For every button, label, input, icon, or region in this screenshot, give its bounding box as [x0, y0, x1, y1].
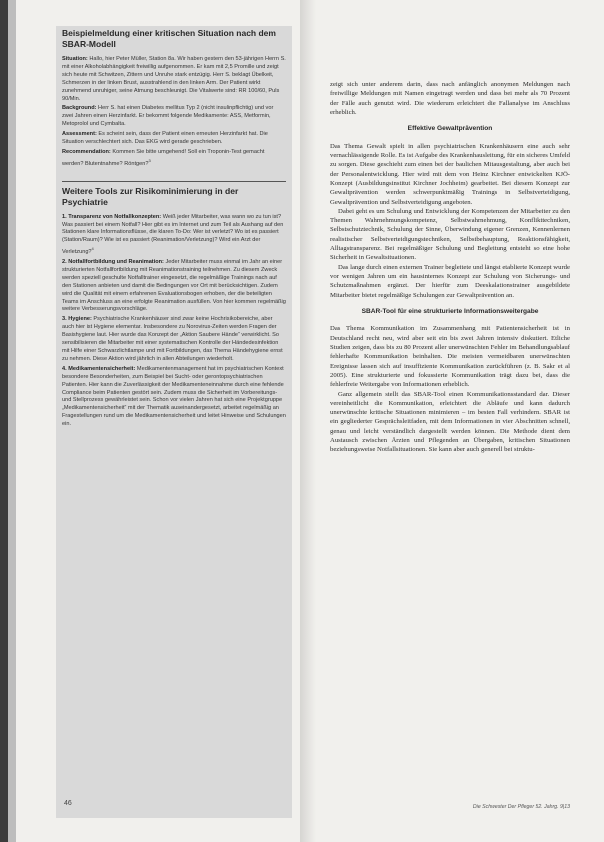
sbar-example-body — [62, 56, 286, 169]
paragraph-label: Situation: — [62, 56, 88, 62]
sidebar-paragraph — [62, 149, 286, 169]
paragraph-label: 1. Transparenz von Notfallkonzepten: — [62, 213, 162, 220]
section-heading-violence-prevention: Effektive Gewaltprävention — [407, 125, 493, 133]
page-number: 46 — [64, 800, 72, 807]
body-paragraph: Das Thema Kommunikation im Zusammenhang mit Patientensicherheit ist in Deutschland recht neu, wird aber seit ein bis zwei Jahren intensiv diskutiert. Etliche Studien zeigen, dass bis zu 80 Prozent aller unerwünschten Fehler im Behandlungsablauf fehlerhafte Kommunikation beinhalten. Die meisten vermeidbaren unerwünschten Ereignisse lassen sich auf insuffiziente Kommunikation zurückführen (z. B. Sakr et al 2005). Eine strukturierte und fokussierte Kommunikation trägt dazu bei, dass die fehlerfreie Weitergabe von Informationen erheblich. — [330, 325, 570, 389]
paragraph-label: Background: — [62, 105, 97, 112]
sbar-example-title: Beispielmeldung einer kritischen Situation nach dem SBAR-Modell — [62, 28, 276, 49]
footnote-ref: 4 — [91, 246, 94, 252]
paragraph-label: 2. Notfallfortbildung und Reanimation: — [62, 259, 164, 266]
paragraph-label: Recommendation: — [62, 148, 111, 155]
body-paragraph: zeigt sich unter anderem darin, dass nach anfänglich anonymen Meldungen nach freiwillige Meldungen mit Namen eingetragt werden und dass bei mehr als 70 Prozent der Fälle auch genutzt wird. Die wiederum erleichtert die Fallanalyse im Anschluss erheblich. — [330, 81, 570, 116]
paragraph-text: Herr S. hat einen Diabetes mellitus Typ 2 (nicht insulinpflichtig) und vor zwei Jahren einen Herzinfarkt. Er bekommt folgende Medikamente: ASS, Metformin, Metoprolol und Cymbalta. — [62, 105, 274, 128]
risk-tools-title: Weitere Tools zur Risikominimierung in der Psychiatrie — [62, 185, 239, 207]
paragraph-text: Psychiatrische Krankenhäuser sind zwar keine Hochrisikobereiche, aber auch hier ist Hygiene elementar. Insbesondere zu Norovirus-Zeiten werden Fragen der Basishygiene laut. Hier wurde das Konzept der „Aktion Saubere Hände“ verwirklicht. So sensibilisieren die Mitarbeiter mit einer systematischen Kontrolle der Händedesinfektion mit Hilfe einer Schwarzlichtlampe und mit Fortbildungen, das Thema Händehygiene ernst zu nehmen. Diese Aktion wird jährlich in allen Abteilungen wiederholt. — [62, 316, 283, 362]
paragraph-label: 3. Hygiene: — [62, 316, 92, 323]
body-paragraph: Dabei geht es um Schulung und Entwicklung der Kompetenzen der Mitarbeiter zu den Themen Wahrnehmungskompetenz, Selbstwahrnehmung, Konflikttechniken, Selbstschutztechnik, Schulung der Sinne, Überwindung eigener Grenzen, Kennenlernen realistischer Selbstverteidigungstechniken, Selbstbehauptung, Reaktionsfähigkeit, Alltagstransparenz. Bei regelmäßiger Schulung und Begleitung entsteht so eine hohe Sicherheit in Gewaltsituationen. — [330, 207, 570, 262]
sidebar-paragraph — [62, 316, 286, 363]
sidebar-paragraph — [62, 131, 286, 147]
paragraph-text: Hallo, hier Peter Müller, Station 8a. Wir haben gestern den 53-jährigen Herrn S. mit einer Alkoholabhängigkeit freiwillig aufgenommen. Er kam mit 2,5 Promille und zeigt sich heute mit Schwitzen, Zittern und Unruhe stark entzügig. Herr S. beklagt Übelkeit, Schmerzen in der linken Brust, ausstrahlend in den linken Arm. Der Patient wirkt zunehmend unruhiger, seine Atmung beschleunigt. Die Vitalwerte sind: RR 100/60, Puls 90/Min. — [62, 56, 286, 102]
sidebar-paragraph — [62, 56, 286, 103]
section-heading-sbar-tool: SBAR-Tool für eine strukturierte Informationsweitergabe — [361, 307, 539, 315]
sidebar-paragraph — [62, 366, 286, 429]
journal-footer: Die Schwester Der Pfleger 52. Jahrg. 9|13 — [472, 804, 570, 810]
page-spine-shadow — [0, 0, 8, 842]
paragraph-label: 4. Medikamentensicherheit: — [62, 365, 136, 372]
section-rule — [62, 181, 286, 182]
sidebar-paragraph — [62, 105, 286, 129]
paragraph-text: Weiß jeder Mitarbeiter, was wann wo zu tun ist? Was passiert bei einem Notfall? Hier gibt es im Internet und zum Teil als Aushang auf den Stationen klare Informationsflüsse, die klaren To-Do: Wer ist verletzt? Wo ist es passiert (Station/Raum)? Wie ist es passiert (Reanimation/Verletzung)? Wird ein Arzt der Verletzung? — [62, 213, 284, 256]
sidebar-content — [62, 28, 286, 818]
risk-tools-body — [62, 214, 286, 429]
page-spine-edge — [8, 0, 16, 842]
sidebar-paragraph — [62, 259, 286, 314]
main-column — [330, 80, 570, 820]
paragraph-text: Kommen Sie bitte umgehend! Soll ein Troponin-Test gemacht werden? Blutentnahme? Röntgen? — [62, 148, 265, 167]
paragraph-text: Es scheint sein, dass der Patient einen erneuten Herzinfarkt hat. Die Situation verschlechtert sich. Das EKG wird gerade geschrieben. — [62, 131, 268, 146]
body-paragraph: Das Thema Gewalt spielt in allen psychiatrischen Krankenhäusern eine auch sehr vernachlässigende Rolle. Es ist Aufgabe des Krankenhausleitung, für ein sicheres Umfeld zu sorgen. Diese geschieht zum einen bei der baulichen Mitausgestaltung, aber auch bei der Personalentwicklung. Hier wird mit dem von Heinz Kirchner entwickelten KJÖ-Konzept (Ausbildungsinstitut Kirchner Jochheim) gearbeitet. Bei diesem Konzept zur Gewaltprävention werden schwerpunktmäßig Trainings in Selbstverteidigung, Gewaltprävention und Selbstverteidigung angeboten. — [330, 142, 570, 206]
paragraph-text: Jeder Mitarbeiter muss einmal im Jahr an einer strukturierten Notfallfortbildung mit Reanimationstraining teilnehmen. Zu diesem Zweck werden speziell geschulte Notfalltrainer eingesetzt, die regelmäßige Trainings nach auf den Stationen anbieten und damit die Bedingungen vor Ort mit berücksichtigen. Zudem wird die Qualität mit einem erfahrenen Evaluationsbogen erhoben, der die beteiligten Teams im Anschluss an eine erfolgte Reanimation ausfüllen. Von hier kommen regelmäßig weitere Verbesserungsvorschläge. — [62, 259, 286, 313]
paragraph-text: Medikamentenmanagement hat im psychiatrischen Kontext besondere Besonderheiten, zum Beispiel bei Sucht- oder gerontopsychiatrischen Patienten. Hier kann die Zuverlässigkeit der Medikamenteneinnahme durch eine fehlende Compliance beim Patienten gestört sein. Zudem muss die Sicherheit im Vorbereitungs- und Stellprozess gewährleistet sein. Schon vor vielen Jahren hat sich eine Projektgruppe „Medikamentensicherheit“ mit der Thematik auseinandergesetzt, arbeitet regelmäßig an Fragestellungen rund um die Medikamentensicherheit und leitet Hinweise und Schulungen ein. — [62, 365, 286, 428]
paragraph-label: Assessment: — [62, 131, 97, 138]
body-paragraph: Das lange durch einen externen Trainer begleitete und längst etablierte Konzept wurde vor wenigen Jahren um ein hausinternes Konzept zur Schulung von Sicherungs- und Schutzmaßnahmen ergänzt. Der hierfür zum Deeskalationstrainer ausgebildete Mitarbeiter bietet regelmäßige Schulungen zur Gewaltprävention an. — [330, 263, 570, 299]
body-paragraph: Ganz allgemein stellt das SBAR-Tool einen Kommunikationsstandard dar. Dieser vereinheitlicht die Kommunikation, erleichtert die Abläufe und kann dadurch unerwünschte kritische Situationen minimieren – im besten Fall verhindern. SBAR ist ein gegliederter Gesprächsleitfaden, mit dem Informationen in vier Abschnitten schnell, genau und leicht verständlich dargestellt werden können. Die Methode dient dem Austausch zwischen Ärzten und Pflegenden an Übergaben, kritischen Situationen beziehungsweise Notfallsituationen. Sie kann aber auch generell bei struktu- — [330, 390, 570, 454]
violence-prevention-text — [330, 142, 570, 300]
sbar-tool-text — [330, 324, 570, 454]
sidebar-paragraph — [62, 214, 286, 257]
column-gutter — [300, 0, 316, 842]
intro-text — [330, 80, 570, 117]
footnote-ref: 3 — [148, 157, 151, 163]
